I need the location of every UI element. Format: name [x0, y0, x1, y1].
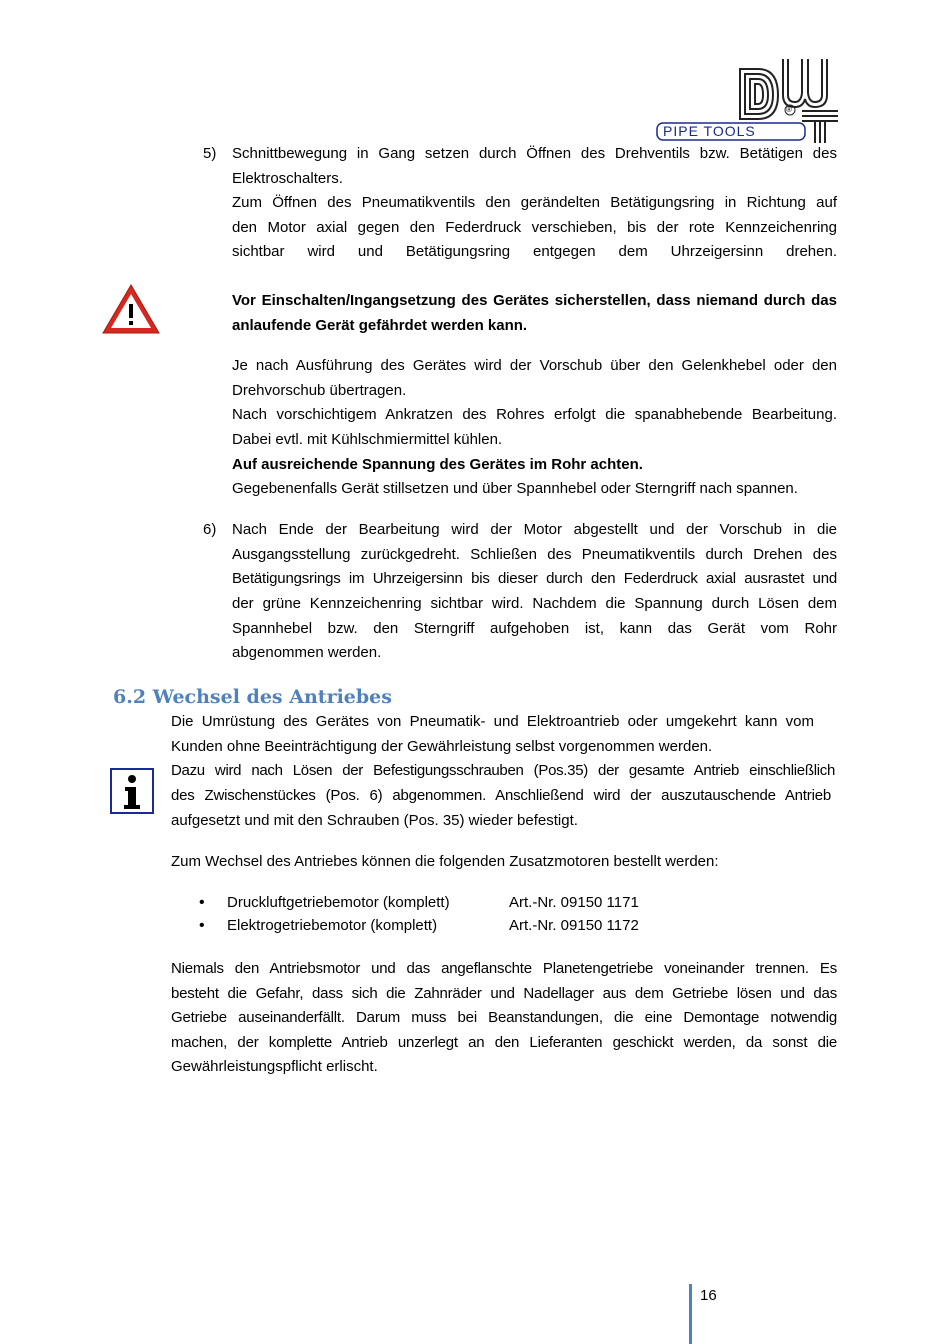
motor-1-name: Druckluftgetriebemotor (komplett) [227, 894, 450, 911]
logo-registered-mark: ® [786, 105, 792, 114]
item5-line-2: Elektroschalters. [232, 170, 343, 187]
feed-line-4: Dabei evtl. mit Kühlschmiermittel kühlen. [232, 431, 503, 448]
bullet-icon: • [199, 894, 205, 911]
item5-line-1: Schnittbewegung in Gang setzen durch Öffnen des Drehventils bzw. Betätigen des [232, 145, 837, 162]
item5-line-3: Zum Öffnen des Pneumatikventils den gerändelten Betätigungsring in Richtung auf [232, 194, 837, 211]
list-number-5: 5) [203, 145, 217, 162]
closing-line-1: Niemals den Antriebsmotor und das angeflanschte Planetengetriebe voneinander trennen. Es [171, 960, 837, 977]
company-logo [655, 55, 840, 145]
item6-line-6: abgenommen werden. [232, 644, 382, 661]
intro-line-3: Dazu wird nach Lösen der Befestigungsschrauben (Pos.35) der gesamte Antrieb einschließlich [171, 762, 835, 779]
closing-line-5: Gewährleistungspflicht erlischt. [171, 1058, 378, 1075]
item6-line-4: der grüne Kennzeichenring sichtbar wird. Nachdem die Spannung durch Lösen dem [232, 595, 837, 612]
logo-subtitle: PIPE TOOLS [663, 123, 756, 139]
motor-2-art: Art.-Nr. 09150 1172 [509, 917, 639, 934]
page-number: 16 [700, 1287, 717, 1304]
item6-line-2: Ausgangsstellung zurückgedreht. Schließen des Pneumatikventils durch Drehen des [232, 546, 837, 563]
closing-line-3: Getriebe auseinanderfällt. Darum muss bei Beanstandungen, die eine Demontage notwendig [171, 1009, 837, 1026]
item6-line-5: Spannhebel bzw. den Sterngriff aufgehoben ist, kann das Gerät vom Rohr [232, 620, 837, 637]
item6-line-3: Betätigungsrings im Uhrzeigersinn bis dieser durch den Federdruck axial ausrastet und [232, 570, 837, 587]
feed-line-3: Nach vorschichtigem Ankratzen des Rohres erfolgt die spanabhebende Bearbeitung. [232, 406, 837, 423]
feed-bold-line: Auf ausreichende Spannung des Gerätes im Rohr achten. [232, 456, 643, 473]
warning-triangle-icon [101, 283, 161, 335]
item5-line-5: sichtbar wird und Betätigungsring entgegen dem Uhrzeigersinn drehen. [232, 243, 837, 260]
warning-line-2: anlaufende Gerät gefährdet werden kann. [232, 317, 528, 334]
page-number-bar [689, 1284, 692, 1344]
item5-line-4: den Motor axial gegen den Federdruck verschieben, bis der rote Kennzeichenring [232, 219, 837, 236]
closing-line-2: besteht die Gefahr, dass sich die Zahnräder und Nadellager aus dem Getriebe lösen und das [171, 985, 837, 1002]
bullet-icon: • [199, 917, 205, 934]
order-intro: Zum Wechsel des Antriebes können die folgenden Zusatzmotoren bestellt werden: [171, 853, 719, 870]
feed-line-1: Je nach Ausführung des Gerätes wird der Vorschub über den Gelenkhebel oder den [232, 357, 837, 374]
feed-line-2: Drehvorschub übertragen. [232, 382, 407, 399]
section-heading: 6.2 Wechsel des Antriebes [113, 686, 392, 708]
intro-line-2: Kunden ohne Beeinträchtigung der Gewährleistung selbst vorgenommen werden. [171, 738, 713, 755]
info-icon [110, 768, 154, 814]
intro-line-5: aufgesetzt und mit den Schrauben (Pos. 35) wieder befestigt. [171, 812, 578, 829]
motor-2-name: Elektrogetriebemotor (komplett) [227, 917, 438, 934]
list-number-6: 6) [203, 521, 217, 538]
feed-last-line: Gegebenenfalls Gerät stillsetzen und über Spannhebel oder Sterngriff nach spannen. [232, 480, 798, 497]
intro-line-4: des Zwischenstückes (Pos. 6) abgenommen. Anschließend wird der auszutauschende Antrieb [171, 787, 831, 804]
closing-line-4: machen, der komplette Antrieb unzerlegt an den Lieferanten geschickt werden, da sonst die [171, 1034, 837, 1051]
warning-line-1: Vor Einschalten/Ingangsetzung des Gerätes sicherstellen, dass niemand durch das [232, 292, 837, 309]
item6-line-1: Nach Ende der Bearbeitung wird der Motor abgestellt und der Vorschub in die [232, 521, 837, 538]
intro-line-1: Die Umrüstung des Gerätes von Pneumatik- und Elektroantrieb oder umgekehrt kann vom [171, 713, 814, 730]
motor-1-art: Art.-Nr. 09150 1171 [509, 894, 639, 911]
